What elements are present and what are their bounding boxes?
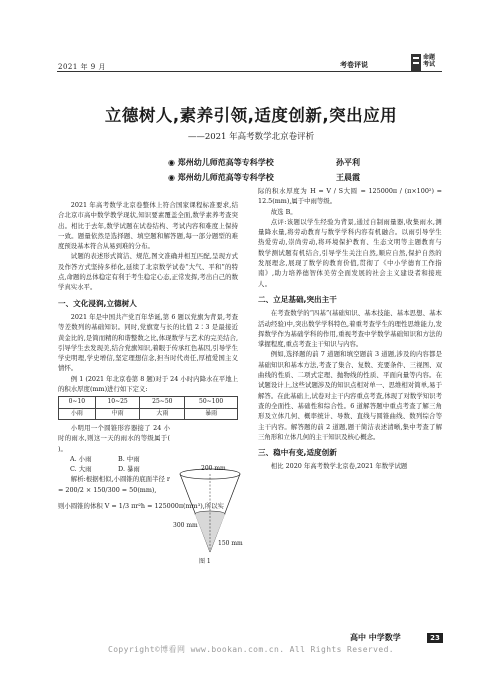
answer-line: 故选 B。 xyxy=(270,207,297,216)
author-name-1: 孙平利 xyxy=(336,158,360,167)
figure-label-left: 300 mm xyxy=(173,522,198,529)
article-title: 立德树人,素养引领,适度创新,突出应用 xyxy=(104,106,398,125)
table-cell: 25~50 xyxy=(140,397,185,408)
paragraph-style: 试题的表述形式简洁、规范,图文准确并相互匹配,呈现方式及作答方式坚持多样化,延续了北京数学试卷“大气、平和”的特点,命题的总体稳定有利于考生稳定心态,正常发挥,考出自己的数学真实水平。 xyxy=(58,252,238,292)
header-date: 2021 年 9 月 xyxy=(58,63,106,71)
figure-label-top: 200 mm xyxy=(201,465,226,472)
section-heading-1: 一、文化浸润,立德树人 xyxy=(58,298,137,308)
options-row-2 xyxy=(58,464,170,474)
paragraph-culture: 2021 年是中国共产党百年华诞,第 6 题以党旗为背景,考查等差数列的基础知识。同时,党旗宽与长的比值 2∶3 是最接近黄金比的,是简而精的和谐整数之比,体现数学与艺术的完美结合,引导学生去发现美,结合党旗知识,着眼于传承红色基因,引导学生学史明理,学史增信,坚定理想信念,担当时代责任,厚植爱国主义情怀。 xyxy=(58,312,238,373)
logo-text xyxy=(423,54,435,68)
journal-name: 高中 中学数学 xyxy=(350,632,401,642)
comment-paragraph: 点评:该题以学生经验为背景,通过自制雨量器,收集雨水,测量降水量,将劳动教育与数学学科内容有机融合。以雨引导学生热爱劳动,崇尚劳动,将环境保护教育、生态文明等主题教育与数学测试题有机结合,引导学生关注自然,顺应自然,保护自然的发展理念,展现了数学的教育价值,贯彻了《中小学德育工作指南》,助力培养德智体美劳全面发展的社会主义建设者和接班人。 xyxy=(258,217,442,288)
right-column xyxy=(258,186,442,472)
options-row-1 xyxy=(58,454,170,464)
section-heading-2: 二、立足基础,突出主干 xyxy=(258,294,337,304)
solution-text: 解析:根据相似,小圆锥的底面半径 r = 200/2 × 150/300 = 50(mm), xyxy=(58,475,170,494)
question-text: 小明用一个圆锥形容器接了 24 小时的雨水,则这一天的雨水的等级属于( )。 xyxy=(58,423,170,453)
table-cell: 大雨 xyxy=(140,408,185,419)
figure-caption: 图 1 xyxy=(199,558,211,565)
author-name-2: 王晨霞 xyxy=(336,173,360,182)
table-cell: 中雨 xyxy=(95,408,140,419)
table-cell: 10~25 xyxy=(95,397,140,408)
paragraph-innovation: 相比 2020 年高考数学北京卷,2021 年数学试题 xyxy=(270,462,408,471)
copyright-watermark: Copyright©博看网 www.bookan.com.cn. All Rights Reserved. xyxy=(107,645,395,654)
example-1: 例 1 (2021 年北京卷第 8 题)对于 24 小时内降水在平地上的积水厚度(mm)进行如下定义: xyxy=(58,374,238,394)
solution-text-2: 则小圆锥的体积 V = 1/3 πr²h = 125000π(mm³),所以实 xyxy=(58,502,224,511)
figure-label-right: 150 mm xyxy=(218,540,243,547)
formula-line: 际的积水厚度为 H = V / S大圆 = 125000π / (π×100²) = 12.5(mm),属于中雨等级。 xyxy=(258,187,442,206)
header-section: 考卷评说 xyxy=(340,60,368,69)
table-cell: 50~100 xyxy=(185,397,238,408)
table-cell: 小雨 xyxy=(59,408,96,419)
paragraph-intro: 2021 年高考数学北京卷整体上符合国家课程标准要求,结合北京市高中数学教学现状,知识要素覆盖全面,数学素养考查突出。相比于去年,数学试题在试卷结构、考试内容和难度上保持一致。题量依然是选择题、填空题和解答题,每一部分题型的难度预设基本符合从易到难的分布。 xyxy=(58,201,238,251)
table-cell: 0~10 xyxy=(59,397,96,408)
rainfall-table xyxy=(58,396,238,420)
section-heading-3: 三、稳中有变,适度创新 xyxy=(258,448,337,458)
option-b: B. 中雨 xyxy=(118,454,140,463)
page-number: 23 xyxy=(427,633,443,643)
logo-line-1: 命题 xyxy=(423,54,436,61)
logo-line-2: 考试 xyxy=(423,61,436,68)
paragraph-examples: 例如,选择题的前 7 道题和填空题前 3 道题,涉及的内容都是基础知识和基本方法,考查了集合、复数、充要条件、三视图、双曲线的性质、二项式定理、抛物线的性质、平面向量等内容。在试题设计上,这些试题涉及的知识点相对单一、思维相对简单,易于解答。在此基础上,试卷对主干内容重点考查,体现了对数学知识考查的全面性、基础性和综合性。6 道解答题中重点考查了解三角形及立体几何、概率统计、导数、直线与圆锥曲线、数列综合等主干内容。解答题的前 2 道题,题干简洁表述清晰,集中考查了解三角形和立体几何的主干知识及核心概念。 xyxy=(258,350,442,441)
option-d: D. 暴雨 xyxy=(118,465,140,474)
author-org-1: ◉ 郑州幼儿师范高等专科学校 xyxy=(168,158,274,167)
table-cell: 暴雨 xyxy=(185,408,238,419)
article-subtitle: ——2021 年高考数学北京卷评析 xyxy=(187,132,315,142)
option-c: C. 大雨 xyxy=(70,465,92,474)
author-org-2: ◉ 郑州幼儿师范高等专科学校 xyxy=(168,173,274,182)
header-divider xyxy=(57,71,442,72)
option-a: A. 小雨 xyxy=(70,454,92,463)
paragraph-basics: 在考查数学的“四基”(基础知识、基本技能、基本思想、基本活动经验)中,突出数学学科特色,着重考查学生的理性思维能力,发挥数学作为基础学科的作用,重视考查中学数学基础知识和方法的掌握程度,重点考查主干知识与内容。 xyxy=(258,309,442,349)
